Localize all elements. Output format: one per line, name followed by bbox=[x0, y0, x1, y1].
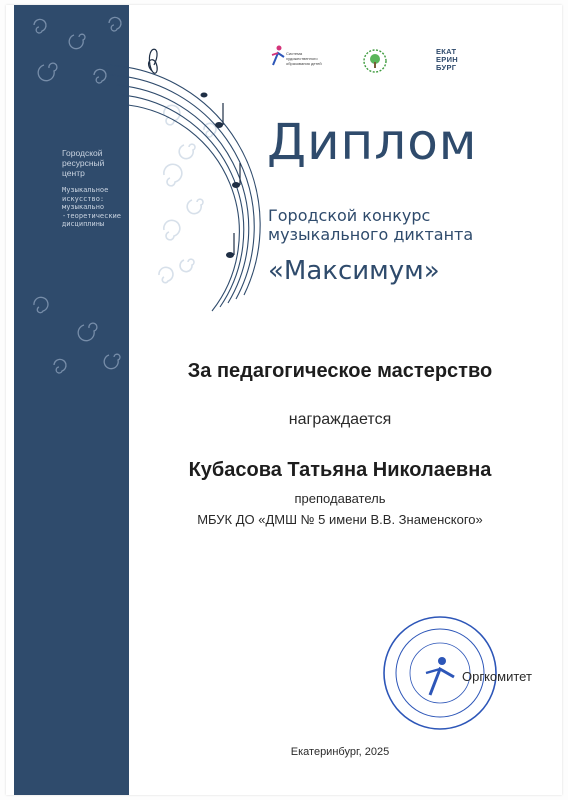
music-decoration bbox=[14, 5, 314, 405]
field-line3: музыкально bbox=[62, 203, 105, 211]
resource-center-text bbox=[62, 148, 121, 229]
center-line3: центр bbox=[62, 168, 85, 178]
system-line2: художественного bbox=[286, 56, 318, 61]
field-line5: дисциплины bbox=[62, 220, 105, 228]
system-line1: Система bbox=[286, 51, 303, 56]
center-line1: Городской bbox=[62, 148, 103, 158]
contest-name: «Максимум» bbox=[268, 256, 440, 286]
awarded-text: награждается bbox=[288, 411, 392, 428]
recipient-position: преподаватель bbox=[294, 491, 386, 506]
subtitle-line2: музыкального диктанта bbox=[268, 225, 474, 244]
system-line3: образования детей bbox=[286, 61, 322, 66]
contest-subtitle bbox=[268, 206, 473, 244]
ekaterinburg-logo bbox=[436, 48, 458, 72]
diploma-title: Диплом bbox=[267, 113, 478, 171]
center-line2: ресурсный bbox=[62, 158, 105, 168]
city-year: Екатеринбург, 2025 bbox=[290, 746, 390, 758]
ekb-line3: БУРГ bbox=[436, 63, 457, 72]
subtitle-line1: Городской конкурс bbox=[268, 206, 431, 225]
ekb-line1: ЕКАТ bbox=[436, 47, 457, 56]
organizing-committee: Оргкомитет bbox=[462, 669, 532, 684]
logos-row bbox=[270, 45, 470, 85]
system-logo bbox=[270, 45, 350, 81]
field-line1: Музыкальное bbox=[62, 186, 109, 194]
award-category: За педагогическое мастерство bbox=[187, 360, 493, 382]
recipient-school: МБУК ДО «ДМШ № 5 имени В.В. Знаменского» bbox=[197, 512, 483, 527]
ekb-line2: ЕРИН bbox=[436, 55, 459, 64]
field-line2: искусство: bbox=[62, 194, 105, 203]
field-line4: -теоретические bbox=[62, 211, 122, 220]
green-tree-logo bbox=[362, 48, 388, 74]
recipient-name: Кубасова Татьяна Николаевна bbox=[188, 459, 492, 481]
dancer-icon bbox=[270, 45, 286, 67]
